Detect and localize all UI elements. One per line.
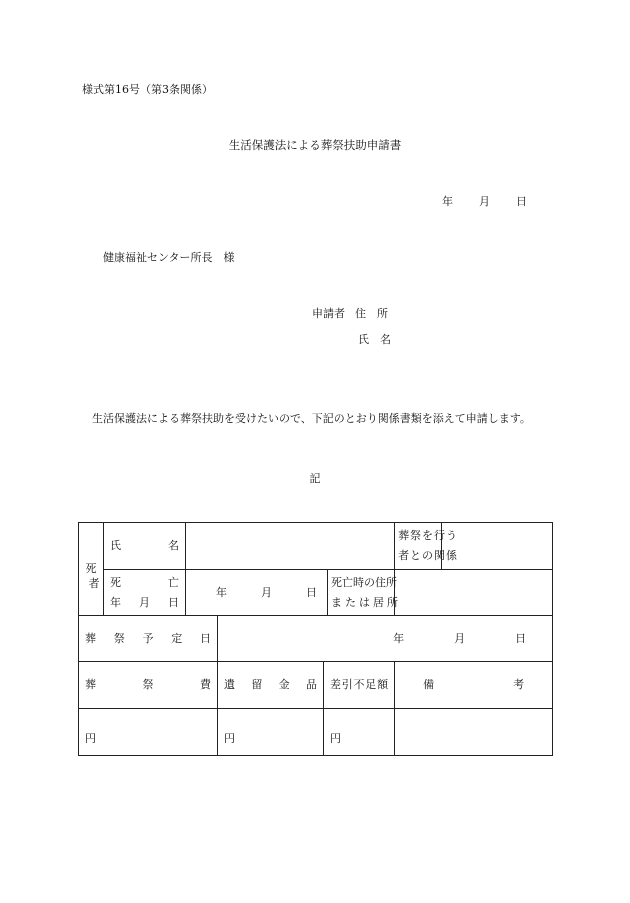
funeral-date-month: 月: [454, 631, 466, 645]
date-day: 日: [516, 195, 527, 208]
shortfall-label-1: 差: [330, 678, 341, 691]
death-label-day: 日: [168, 595, 179, 609]
deceased-label-cell: [79, 523, 104, 616]
name-value-cell[interactable]: [186, 523, 395, 570]
body-text: 生活保護法による葬祭扶助を受けたいので、下記のとおり関係書類を添えて申請します。: [92, 412, 531, 425]
cost-label-3: 費: [200, 678, 211, 691]
death-label-month: 月: [139, 595, 150, 609]
funeral-date-label-5: 日: [200, 631, 211, 645]
remarks-label-2: 考: [513, 678, 525, 691]
name-label-cell: [104, 523, 186, 570]
remaining-label-cell: [218, 662, 324, 709]
deceased-label-2: 者: [88, 577, 100, 590]
cost-value-cell[interactable]: [79, 709, 218, 756]
address-at-death-value-cell[interactable]: [395, 570, 553, 616]
remaining-yen: 円: [224, 732, 235, 745]
relation-label-1: 葬祭を行う: [398, 529, 459, 542]
cost-yen: 円: [85, 732, 96, 745]
death-label-cell: [104, 570, 186, 616]
document-title: 生活保護法による葬祭扶助申請書: [228, 138, 402, 152]
address-at-death-label-1: 死亡時の住所: [331, 575, 397, 589]
funeral-date-label-3: 予: [142, 631, 154, 645]
shortfall-value-cell[interactable]: [324, 709, 395, 756]
death-label-shi: 死: [110, 575, 121, 589]
funeral-date-year: 年: [393, 631, 405, 645]
death-label-year: 年: [110, 595, 121, 609]
remarks-label-cell: [395, 662, 553, 709]
funeral-date-label-cell: [79, 616, 218, 662]
address-at-death-label-2: または居所: [331, 595, 401, 609]
death-date-year: 年: [216, 585, 227, 599]
death-date-cell[interactable]: [186, 570, 328, 616]
remaining-label-2: 留: [251, 678, 263, 691]
name-label: 氏 名: [358, 333, 391, 346]
funeral-date-label-4: 定: [171, 631, 183, 645]
death-label-bou: 亡: [168, 575, 179, 589]
shortfall-label-5: 額: [377, 678, 389, 691]
shortfall-label-4: 足: [365, 678, 377, 691]
remaining-label-4: 品: [305, 678, 317, 691]
shortfall-label-2: 引: [341, 678, 353, 691]
deceased-label-2-wrap: [84, 574, 104, 594]
cost-label-2: 祭: [142, 678, 154, 691]
address-label: 住 所: [355, 307, 388, 320]
name-label-2: 名: [168, 539, 179, 552]
remaining-label-1: 遺: [224, 678, 235, 691]
name-label-1: 氏: [110, 539, 121, 552]
shortfall-label-3: 不: [353, 678, 365, 691]
application-date: [442, 193, 527, 209]
relation-label-2: 者との関係: [398, 549, 459, 562]
remaining-label-3: 金: [278, 678, 290, 691]
remaining-value-cell[interactable]: [218, 709, 324, 756]
remarks-value-cell[interactable]: [395, 709, 553, 756]
cost-label-cell: [79, 662, 218, 709]
application-table: [78, 522, 553, 756]
funeral-date-value-cell[interactable]: [218, 616, 553, 662]
addressee: 健康福祉センター所長 様: [103, 251, 235, 264]
death-date-month: 月: [261, 585, 272, 599]
deceased-label-1: 死: [85, 562, 97, 575]
funeral-date-day: 日: [515, 631, 527, 645]
ki-heading: 記: [309, 472, 321, 485]
applicant-name-row: [358, 331, 391, 347]
cost-label-1: 葬: [85, 678, 96, 691]
funeral-date-label-2: 祭: [113, 631, 125, 645]
remarks-label-1: 備: [423, 678, 435, 691]
date-year: 年: [442, 195, 453, 208]
relation-label-cell: [395, 523, 459, 570]
address-at-death-label-cell: [328, 570, 401, 616]
form-number: 様式第16号（第3条関係）: [82, 83, 213, 96]
death-date-day: 日: [306, 585, 317, 599]
shortfall-label-cell: [324, 662, 395, 709]
funeral-date-label-1: 葬: [85, 631, 96, 645]
shortfall-yen: 円: [330, 732, 341, 745]
applicant-label: 申請者: [312, 307, 345, 320]
applicant-address-row: [312, 305, 388, 321]
relation-value-cell[interactable]: [442, 523, 553, 570]
date-month: 月: [479, 195, 490, 208]
